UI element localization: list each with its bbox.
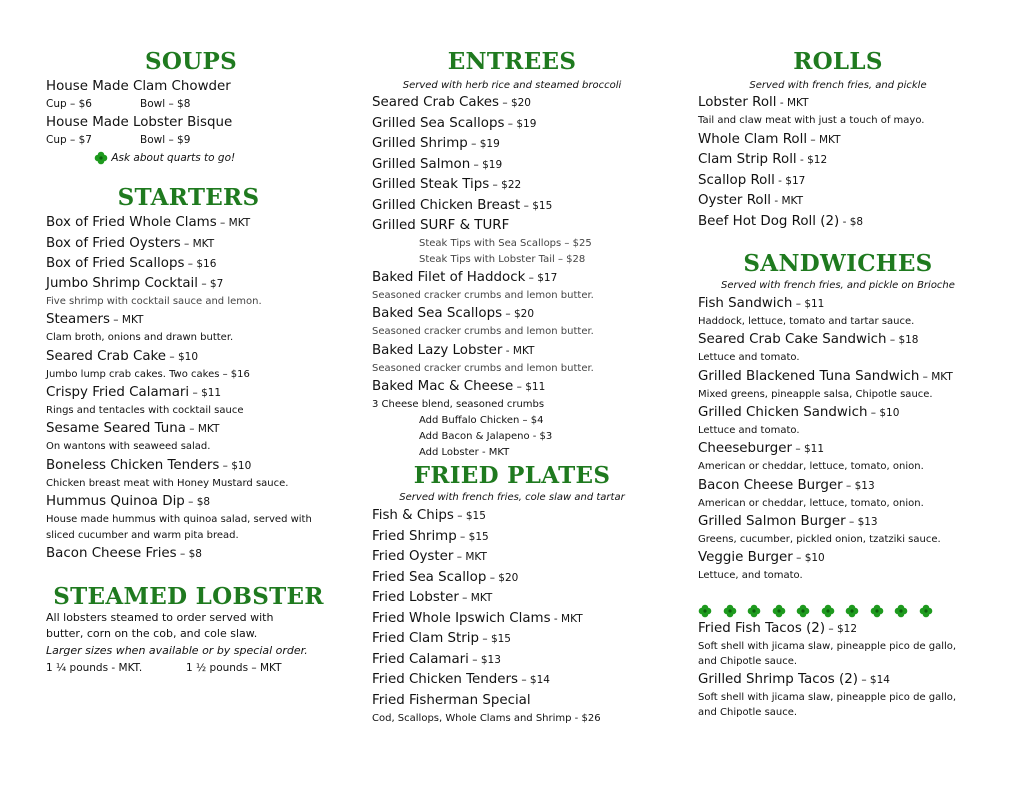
menu-item-veggie-burger: Veggie Burger – $10: [698, 550, 825, 565]
lobster-desc-2: butter, corn on the cob, and cole slaw.: [46, 627, 258, 640]
clover-icon: [894, 604, 908, 618]
menu-item-steamers: Steamers – MKT: [46, 312, 144, 327]
menu-item-salmon-burger: Grilled Salmon Burger – $13: [698, 514, 878, 529]
menu-desc-fish-tacos-1: Soft shell with jicama slaw, pineapple pico de gallo,: [698, 641, 957, 652]
lobster-size-1: 1 ¼ pounds - MKT.: [46, 662, 143, 674]
menu-item-grilled-steak-tips: Grilled Steak Tips – $22: [372, 177, 522, 192]
clover-icon: [845, 604, 859, 618]
menu-desc-calamari: Rings and tentacles with cocktail sauce: [46, 405, 244, 416]
menu-desc-hummus-dip: House made hummus with quinoa salad, served with: [46, 514, 312, 525]
clover-icon: [772, 604, 786, 618]
menu-item-fried-shrimp: Fried Shrimp – $15: [372, 529, 489, 544]
quarts-note-text: Ask about quarts to go!: [111, 152, 236, 164]
menu-item-fisherman-special: Fried Fisherman Special: [372, 693, 531, 708]
surf-turf-option-2: Steak Tips with Lobster Tail – $28: [419, 254, 586, 265]
menu-item-scallop-roll: Scallop Roll - $17: [698, 173, 806, 188]
menu-item-surf-turf: Grilled SURF & TURF: [372, 218, 510, 233]
menu-item-shrimp-cocktail: Jumbo Shrimp Cocktail – $7: [46, 276, 224, 291]
menu-item-chicken-sandwich: Grilled Chicken Sandwich – $10: [698, 405, 900, 420]
section-title-fried-plates: FRIED PLATES: [413, 462, 611, 489]
section-title-steamed-lobster: STEAMED LOBSTER: [53, 583, 324, 610]
menu-item-oyster-roll: Oyster Roll - MKT: [698, 193, 804, 208]
addon-bacon-jalapeno: Add Bacon & Jalapeno - $3: [419, 431, 553, 442]
quarts-note: [94, 151, 235, 165]
section-title-soups: SOUPS: [144, 48, 238, 75]
section-title-entrees: ENTREES: [447, 48, 577, 75]
clover-divider: [698, 600, 943, 619]
menu-item-fried-calamari: Fried Calamari – $13: [372, 652, 501, 667]
menu-item-blackened-tuna-sandwich: Grilled Blackened Tuna Sandwich – MKT: [698, 369, 953, 384]
menu-desc-shrimp-cocktail: Five shrimp with cocktail sauce and lemon.: [46, 296, 262, 307]
menu-item-cheeseburger: Cheeseburger – $11: [698, 441, 824, 456]
rolls-subtitle: Served with french fries, and pickle: [749, 80, 927, 91]
price-bowl-chowder: Bowl – $8: [140, 98, 191, 110]
menu-item-clam-chowder: House Made Clam Chowder: [46, 79, 231, 94]
price-cup-bisque: Cup – $7: [46, 134, 92, 146]
menu-item-calamari: Crispy Fried Calamari – $11: [46, 385, 222, 400]
menu-item-chicken-tenders: Boneless Chicken Tenders – $10: [46, 458, 252, 473]
menu-desc-seared-tuna: On wantons with seaweed salad.: [46, 441, 211, 452]
menu-item-baked-sea-scallops: Baked Sea Scallops – $20: [372, 306, 535, 321]
clover-icon: [870, 604, 884, 618]
menu-item-shrimp-tacos: Grilled Shrimp Tacos (2) – $14: [698, 672, 890, 687]
menu-item-fried-chicken-tenders: Fried Chicken Tenders – $14: [372, 672, 550, 687]
clover-icon: [94, 151, 108, 165]
menu-item-grilled-shrimp: Grilled Shrimp – $19: [372, 136, 500, 151]
menu-desc-veggie-burger: Lettuce, and tomato.: [698, 570, 803, 581]
menu-item-grilled-chicken-breast: Grilled Chicken Breast – $15: [372, 198, 553, 213]
menu-item-seared-crab-cake: Seared Crab Cake – $10: [46, 349, 199, 364]
clover-icon: [919, 604, 933, 618]
menu-item-baked-mac-cheese: Baked Mac & Cheese – $11: [372, 379, 546, 394]
menu-desc-chicken-sandwich: Lettuce and tomato.: [698, 425, 800, 436]
menu-item-fried-oysters: Box of Fried Oysters – MKT: [46, 236, 215, 251]
clover-icon: [821, 604, 835, 618]
clover-icon: [747, 604, 761, 618]
menu-item-clam-strip-roll: Clam Strip Roll - $12: [698, 152, 828, 167]
fried-plates-subtitle: Served with french fries, cole slaw and tartar: [399, 492, 625, 503]
price-bowl-bisque: Bowl – $9: [140, 134, 191, 146]
menu-desc-blackened-tuna-sandwich: Mixed greens, pineapple salsa, Chipotle sauce.: [698, 389, 933, 400]
menu-desc-chicken-tenders: Chicken breast meat with Honey Mustard sauce.: [46, 478, 289, 489]
menu-item-fried-clam-strip: Fried Clam Strip – $15: [372, 631, 511, 646]
menu-item-fish-tacos: Fried Fish Tacos (2) – $12: [698, 621, 858, 636]
addon-buffalo-chicken: Add Buffalo Chicken – $4: [419, 415, 544, 426]
addon-lobster: Add Lobster - MKT: [419, 447, 510, 458]
menu-desc-baked-mac-cheese: 3 Cheese blend, seasoned crumbs: [372, 399, 545, 410]
menu-item-bacon-cheese-fries: Bacon Cheese Fries – $8: [46, 546, 202, 561]
clover-icon: [698, 604, 712, 618]
clover-icon: [796, 604, 810, 618]
menu-item-fried-ipswich-clams: Fried Whole Ipswich Clams - MKT: [372, 611, 583, 626]
menu-item-hummus-dip: Hummus Quinoa Dip – $8: [46, 494, 211, 509]
menu-item-fish-sandwich: Fish Sandwich – $11: [698, 296, 825, 311]
menu-desc-bacon-cheese-burger: American or cheddar, lettuce, tomato, onion.: [698, 498, 924, 509]
menu-item-hot-dog-roll: Beef Hot Dog Roll (2) - $8: [698, 214, 864, 229]
sandwiches-subtitle: Served with french fries, and pickle on Brioche: [721, 280, 955, 291]
menu-item-grilled-salmon: Grilled Salmon – $19: [372, 157, 503, 172]
menu-item-grilled-sea-scallops: Grilled Sea Scallops – $19: [372, 116, 537, 131]
menu-desc-shrimp-tacos-2: and Chipotle sauce.: [698, 707, 798, 718]
menu-item-fried-scallops: Box of Fried Scallops – $16: [46, 256, 217, 271]
menu-item-lobster-bisque: House Made Lobster Bisque: [46, 115, 233, 130]
menu-desc-fish-sandwich: Haddock, lettuce, tomato and tartar sauce.: [698, 316, 915, 327]
menu-desc-fisherman-special: Cod, Scallops, Whole Clams and Shrimp - $26: [372, 713, 601, 724]
menu-item-fish-chips: Fish & Chips – $15: [372, 508, 486, 523]
lobster-desc-3: Larger sizes when available or by special order.: [46, 644, 308, 657]
section-title-sandwiches: SANDWICHES: [743, 250, 933, 277]
menu-desc-cheeseburger: American or cheddar, lettuce, tomato, onion.: [698, 461, 924, 472]
clover-icon: [723, 604, 737, 618]
menu-desc-lobster-roll: Tail and claw meat with just a touch of mayo.: [698, 115, 925, 126]
lobster-desc-1: All lobsters steamed to order served with: [46, 611, 274, 624]
menu-desc-shrimp-tacos-1: Soft shell with jicama slaw, pineapple pico de gallo,: [698, 692, 957, 703]
lobster-size-2: 1 ½ pounds – MKT: [186, 662, 282, 674]
section-title-rolls: ROLLS: [793, 48, 883, 75]
menu-item-fried-oyster: Fried Oyster – MKT: [372, 549, 487, 564]
menu-desc-baked-lazy-lobster: Seasoned cracker crumbs and lemon butter.: [372, 363, 594, 374]
menu-desc-crab-cake-sandwich: Lettuce and tomato.: [698, 352, 800, 363]
menu-item-baked-haddock: Baked Filet of Haddock – $17: [372, 270, 558, 285]
menu-desc-baked-sea-scallops: Seasoned cracker crumbs and lemon butter.: [372, 326, 594, 337]
price-cup-chowder: Cup – $6: [46, 98, 92, 110]
menu-desc-hummus-dip-2: sliced cucumber and warm pita bread.: [46, 530, 239, 541]
menu-item-bacon-cheese-burger: Bacon Cheese Burger – $13: [698, 478, 875, 493]
menu-item-fried-lobster: Fried Lobster – MKT: [372, 590, 493, 605]
menu-item-baked-lazy-lobster: Baked Lazy Lobster - MKT: [372, 343, 535, 358]
menu-item-crab-cake-sandwich: Seared Crab Cake Sandwich – $18: [698, 332, 919, 347]
entrees-subtitle: Served with herb rice and steamed broccoli: [402, 80, 622, 91]
surf-turf-option-1: Steak Tips with Sea Scallops – $25: [419, 238, 592, 249]
menu-item-lobster-roll: Lobster Roll - MKT: [698, 95, 809, 110]
menu-desc-salmon-burger: Greens, cucumber, pickled onion, tzatziki sauce.: [698, 534, 941, 545]
menu-desc-fish-tacos-2: and Chipotle sauce.: [698, 656, 798, 667]
menu-item-whole-clam-roll: Whole Clam Roll – MKT: [698, 132, 841, 147]
menu-desc-seared-crab-cake: Jumbo lump crab cakes. Two cakes – $16: [46, 369, 250, 380]
section-title-starters: STARTERS: [117, 184, 260, 211]
menu-item-seared-tuna: Sesame Seared Tuna – MKT: [46, 421, 220, 436]
menu-item-fried-whole-clams: Box of Fried Whole Clams – MKT: [46, 215, 251, 230]
menu-item-seared-crab-cakes: Seared Crab Cakes – $20: [372, 95, 531, 110]
menu-desc-steamers: Clam broth, onions and drawn butter.: [46, 332, 234, 343]
menu-desc-baked-haddock: Seasoned cracker crumbs and lemon butter.: [372, 290, 594, 301]
menu-item-fried-sea-scallop: Fried Sea Scallop – $20: [372, 570, 519, 585]
